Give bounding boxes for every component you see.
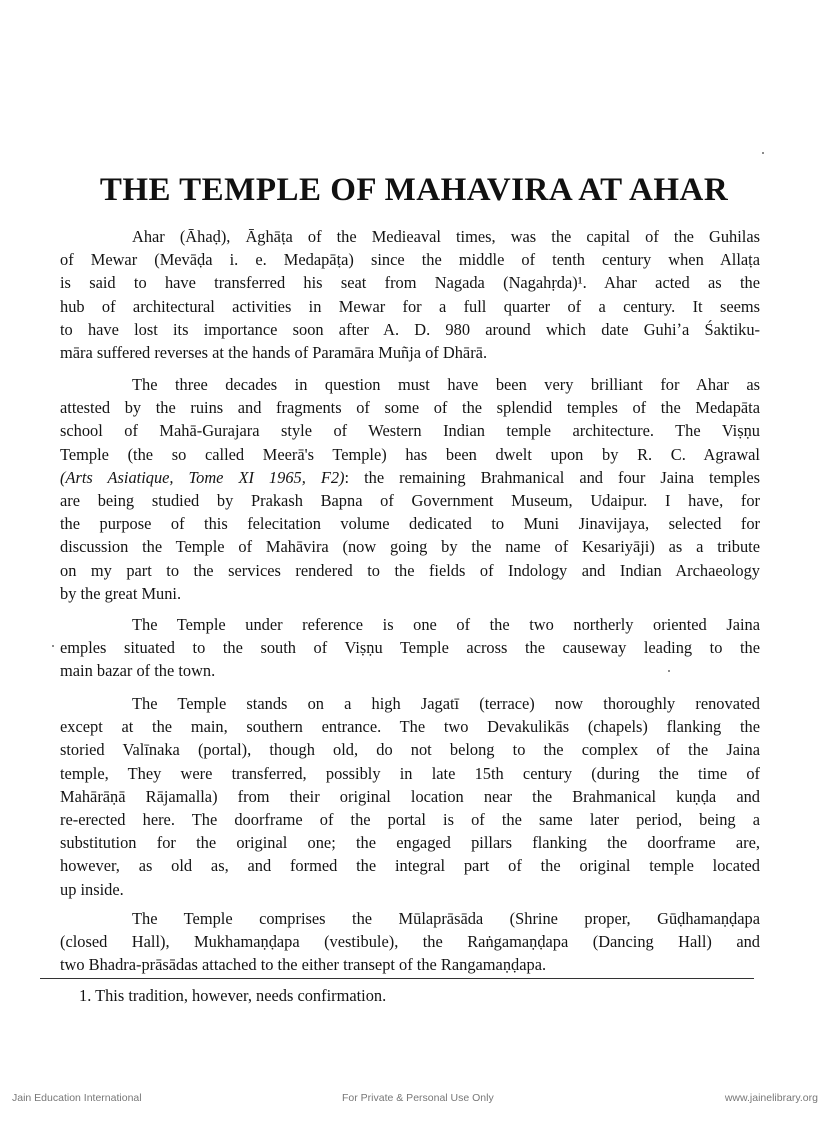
footer-center-text: For Private & Personal Use Only [342,1092,494,1104]
paragraph-3 [60,613,760,683]
text-line: The Temple stands on a high Jagatī (terrace) now thoroughly renovated [132,694,760,713]
footer-right-text: www.jainelibrary.org [724,1092,818,1104]
text-line: Ahar (Āhaḍ), Āghāṭa of the Medieaval times, was the capital of the Guhilas [132,227,760,246]
footer-left-text: Jain Education International [12,1092,142,1104]
text-line: The three decades in question must have been very brilliant for Ahar as [132,375,760,394]
text-line: on my part to the services rendered to the fields of Indology and Indian Archaeology [60,560,760,580]
text-line: The Temple under reference is one of the two northerly oriented Jaina [132,615,760,634]
text-line: the purpose of this felecitation volume dedicated to Muni Jinavijaya, selected for [60,514,760,534]
scan-speck [668,670,670,672]
paragraph-2 [60,373,760,605]
text-line: however, as old as, and formed the integral part of the original temple located [60,856,760,876]
text-line: hub of architectural activities in Mewar for a full quarter of a century. It seems [60,296,760,316]
text-line: (closed Hall), Mukhamaṇḍapa (vestibule), the Raṅgamaṇḍapa (Dancing Hall) and [60,932,760,952]
footnote: 1. This tradition, however, needs confirmation. [79,986,387,1005]
scan-speck [762,152,764,154]
text-line: The Temple comprises the Mūlaprāsāda (Shrine proper, Gūḍhamaṇḍapa [132,909,760,928]
text-line: are being studied by Prakash Bapna of Government Museum, Udaipur. I have, for [60,491,760,511]
paragraph-5 [60,907,760,977]
text-line: attested by the ruins and fragments of some of the splendid temples of the Medapāta [60,398,760,418]
paragraph-4 [60,692,760,901]
text-line: is said to have transferred his seat from Nagada (Nagahṛda)¹. Ahar acted as the [60,273,760,293]
text-line: emples situated to the south of Viṣṇu Temple across the causeway leading to the [60,638,760,658]
text-line: māra suffered reverses at the hands of Paramāra Muñja of Dhārā. [60,343,488,363]
text-line: to have lost its importance soon after A. D. 980 around which date Guhiʼa Śaktiku- [60,319,760,339]
text-line: by the great Muni. [60,583,182,603]
text-line: two Bhadra-prāsādas attached to the either transept of the Rangamaṇḍapa. [60,955,547,975]
text-line: Mahārāṇā Rājamalla) from their original location near the Brahmanical kuṇḍa and [60,786,760,806]
text-line: substitution for the original one; the engaged pillars flanking the doorframe are, [60,833,760,853]
text-line: re-erected here. The doorframe of the portal is of the same later period, being a [60,810,760,830]
text-line: except at the main, southern entrance. The two Devakulikās (chapels) flanking the [60,717,760,737]
text-line: Temple (the so called Meerā's Temple) has been dwelt upon by R. C. Agrawal [60,444,760,464]
paragraph-1 [60,225,760,364]
text-line: temple, They were transferred, possibly in late 15th century (during the time of [60,763,760,783]
text-line: storied Valīnaka (portal), though old, do not belong to the complex of the Jaina [60,740,760,760]
text-line: (Arts Asiatique, Tome XI 1965, F2): the remaining Brahmanical and four Jaina temples [60,467,760,487]
footnote-divider [40,978,754,979]
text-line: of Mewar (Mevāḍa i. e. Medapāṭa) since the middle of tenth century when Allaṭa [60,250,760,270]
page-title: THE TEMPLE OF MAHAVIRA AT AHAR [99,172,729,208]
scan-speck [52,645,54,647]
text-line: discussion the Temple of Mahāvira (now going by the name of Kesariyāji) as a tribute [60,537,760,557]
text-line: main bazar of the town. [60,661,216,681]
text-line: school of Mahā-Gurajara style of Western Indian temple architecture. The Viṣṇu [60,421,760,441]
text-line: up inside. [60,879,124,899]
